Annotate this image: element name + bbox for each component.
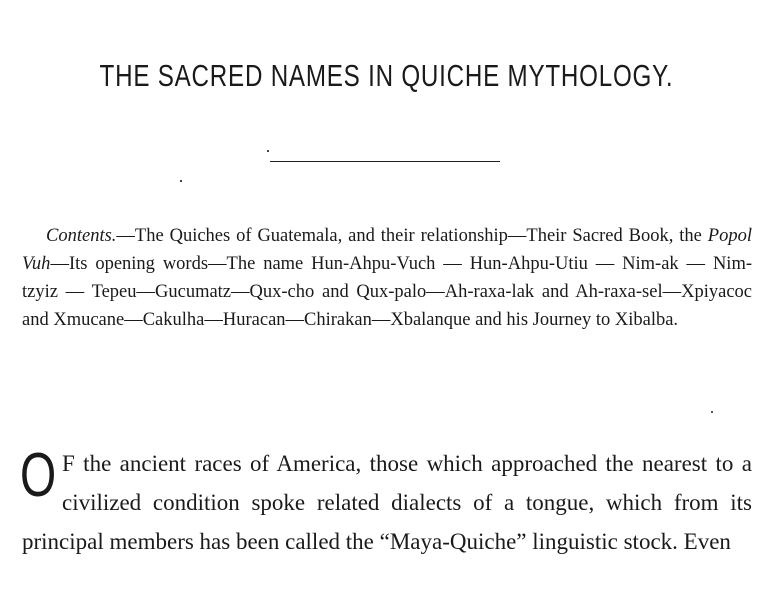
contents-paragraph [22,222,752,334]
contents-summary [22,222,752,334]
contents-label: Contents. [46,226,117,246]
title-rule [270,161,500,162]
body-text [20,441,752,561]
page-title: THE SACRED NAMES IN QUICHE MYTHOLOGY. [99,58,674,93]
print-speck [711,411,713,413]
contents-text: —Its opening words—The name Hun-Ahpu-Vuch — Hun-Ahpu-Utiu — Nim-ak — Nim-tzyiz — Tepeu—Gucumatz—Qux-cho and Qux-palo—Ah-raxa-lak and Ah-raxa-sel—Xpiyacoc and Xmucane—Cakulha—Huracan—Chirakan—Xbalanque and his Journey to Xibalba. [22,254,752,330]
contents-text: —The Quiches of Guatemala, and their relationship—Their Sacred Book, the [116,226,708,246]
body-paragraph [20,441,752,561]
book-title: Popol Vuh [22,226,752,274]
print-speck [267,150,269,152]
print-speck [180,180,182,182]
body-paragraph-text: F the ancient races of America, those which approached the nearest to a civilized condition spoke related dialects of a tongue, which from its principal members has been called the “Maya-Quiche” linguistic stock. Even [22,451,752,554]
drop-cap: O [20,441,57,510]
